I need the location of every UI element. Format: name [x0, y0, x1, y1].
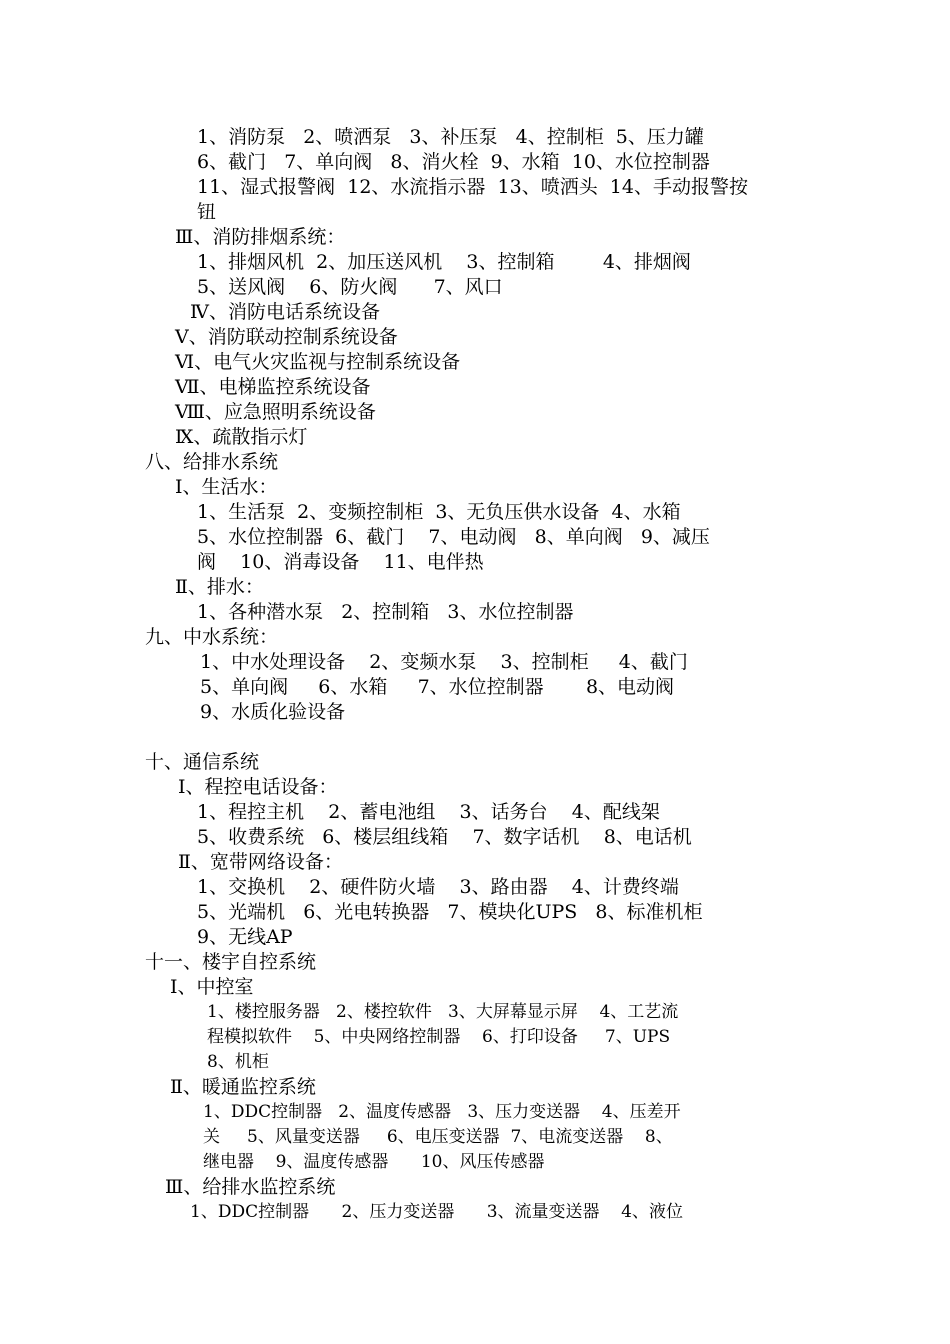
text-line: 1、排烟风机 2、加压送风机 3、控制箱 4、排烟阀	[197, 251, 691, 273]
text-line: 1、DDC控制器 2、压力变送器 3、流量变送器 4、液位	[190, 1202, 683, 1222]
text-line: 1、楼控服务器 2、楼控软件 3、大屏幕显示屏 4、工艺流	[207, 1002, 679, 1022]
text-line: 1、消防泵 2、喷洒泵 3、补压泵 4、控制柜 5、压力罐	[197, 126, 704, 148]
section-heading: Ⅶ、电梯监控系统设备	[175, 376, 371, 398]
section-heading: Ⅱ、排水：	[175, 576, 264, 598]
chapter-heading: 八、给排水系统	[145, 451, 279, 473]
section-heading: Ⅲ、消防排烟系统：	[175, 226, 346, 248]
text-line: 1、程控主机 2、蓄电池组 3、话务台 4、配线架	[197, 801, 660, 823]
text-line: 程模拟软件 5、中央网络控制器 6、打印设备 7、UPS	[207, 1027, 671, 1047]
text-line: 1、DDC控制器 2、温度传感器 3、压力变送器 4、压差开	[203, 1102, 681, 1122]
text-line: 钮	[197, 201, 217, 223]
text-line: 9、无线AP	[197, 926, 293, 948]
chapter-heading: 十、通信系统	[145, 751, 260, 773]
section-heading: Ⅱ、宽带网络设备：	[178, 851, 343, 873]
section-heading: Ⅸ、疏散指示灯	[175, 426, 308, 448]
text-line: 9、水质化验设备	[200, 701, 346, 723]
text-line: 5、水位控制器 6、截门 7、电动阀 8、单向阀 9、减压	[197, 526, 710, 548]
section-heading: Ⅲ、给排水监控系统	[165, 1176, 336, 1198]
section-heading: Ⅰ、程控电话设备：	[178, 776, 338, 798]
text-line: 8、机柜	[207, 1052, 269, 1072]
text-line: 6、截门 7、单向阀 8、消火栓 9、水箱 10、水位控制器	[197, 151, 710, 173]
section-heading: Ⅷ、应急照明系统设备	[175, 401, 376, 423]
section-heading: Ⅱ、暖通监控系统	[170, 1076, 316, 1098]
section-heading: Ⅳ、消防电话系统设备	[190, 301, 380, 323]
text-line: 关 5、风量变送器 6、电压变送器 7、电流变送器 8、	[203, 1127, 673, 1147]
text-line: 继电器 9、温度传感器 10、风压传感器	[203, 1152, 545, 1172]
text-line: 5、光端机 6、光电转换器 7、模块化UPS 8、标准机柜	[197, 901, 703, 923]
section-heading: Ⅴ、消防联动控制系统设备	[175, 326, 398, 348]
section-heading: Ⅵ、电气火灾监视与控制系统设备	[175, 351, 461, 373]
text-line: 1、交换机 2、硬件防火墙 3、路由器 4、计费终端	[197, 876, 679, 898]
section-heading: Ⅰ、中控室	[170, 976, 254, 998]
text-line: 5、单向阀 6、水箱 7、水位控制器 8、电动阀	[200, 676, 675, 698]
chapter-heading: 十一、楼宇自控系统	[145, 951, 317, 973]
section-heading: Ⅰ、生活水：	[175, 476, 278, 498]
text-line: 阀 10、消毒设备 11、电伴热	[197, 551, 484, 573]
text-line: 1、生活泵 2、变频控制柜 3、无负压供水设备 4、水箱	[197, 501, 681, 523]
chapter-heading: 九、中水系统：	[145, 626, 279, 648]
text-line: 11、湿式报警阀 12、水流指示器 13、喷洒头 14、手动报警按	[197, 176, 748, 198]
text-line: 5、收费系统 6、楼层组线箱 7、数字话机 8、电话机	[197, 826, 692, 848]
text-line: 5、送风阀 6、防火阀 7、风口	[197, 276, 503, 298]
text-line: 1、各种潜水泵 2、控制箱 3、水位控制器	[197, 601, 574, 623]
text-line: 1、中水处理设备 2、变频水泵 3、控制柜 4、截门	[200, 651, 688, 673]
